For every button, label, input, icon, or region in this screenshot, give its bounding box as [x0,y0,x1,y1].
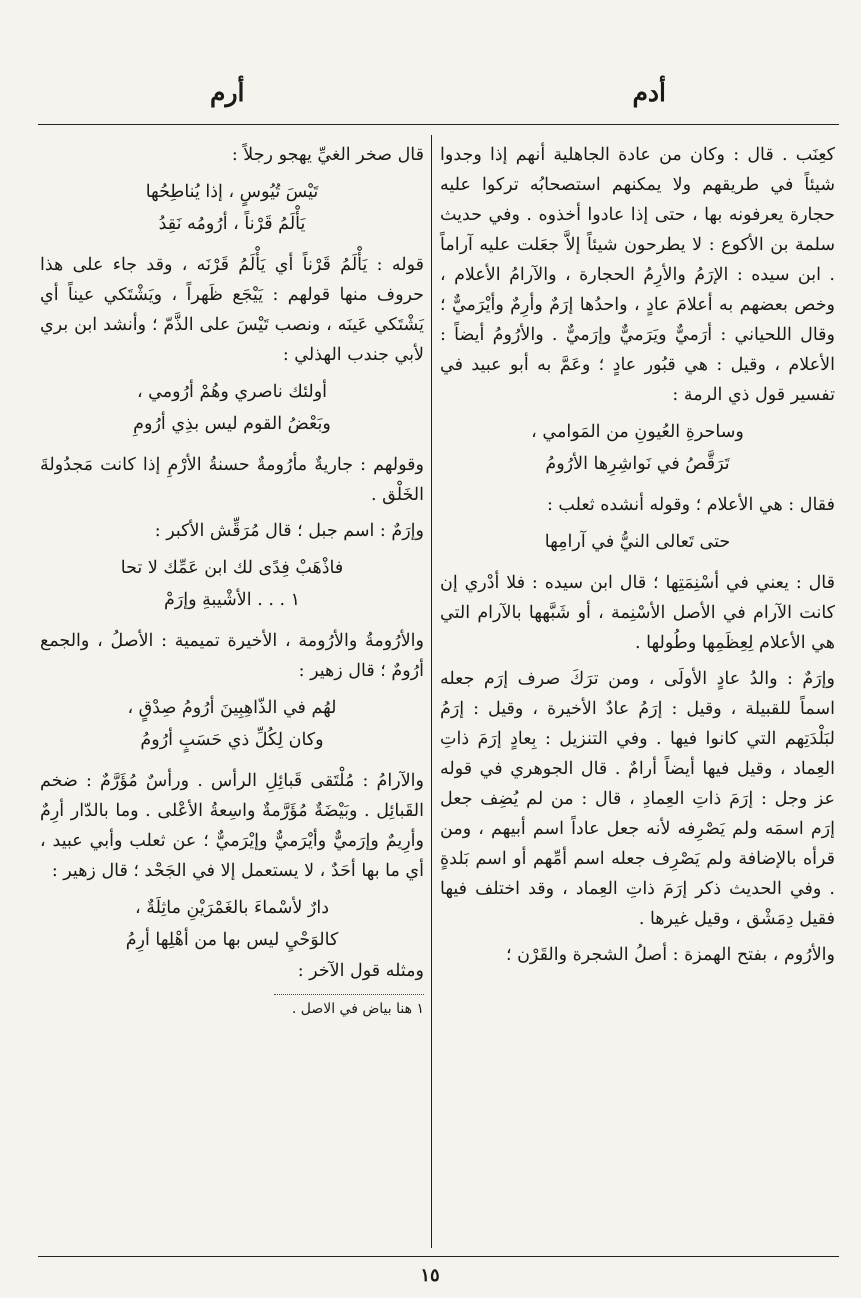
verse-line: ١ . . . الأشْيبةِ وإرَمْ [164,590,300,610]
paragraph: قال صخر الغيِّ يهجو رجلاً : [231,145,424,165]
verse-line: يَأْلَمُ قَرْناً ، أرُومُه نَقِدُ [158,214,306,234]
verse-line: تَيْسَ تُيُوسٍ ، إذا يُناطِحُها [145,182,319,202]
paragraph: قوله : يَأْلَمُ قَرْناً أي يَأْلَمُ قَرْنَه ، وقد جاء على هذا حروف منها قولهم : يَيْجَع ظَهراً ، ويَشْتَكي عيناً أي يَشْتَكي عَينَه ، ونصب تَيْسَ على الذَّمّ ؛ وأنشد ابن بري لأبي جندب الهذلي : [40,255,424,365]
verse-line: فاذْهَبْ فِدًى لك ابن عَمِّك لا تحا [120,558,344,578]
paragraph: كعِنَب . قال : وكان من عادة الجاهلية أنهم إذا وجدوا شيئاً في طريقهم ولا يمكنهم استصحابُه تركوا عليه حجارة يعرفونه بها ، حتى إذا عادوا أخذوه . وفي حديث سلمة بن الأكوع : لا يطرحون شيئاً إلاَّ جعَلت عليه آراماً . ابن سيده : الإرَمُ والأرِمُ الحجارة ، والآرامُ الأعلام ، وخص بعضهم به أعلامَ عادٍ ، واحدُها إرَمٌ وأرِمٌ وأيْرَميٌّ ؛ وقال اللحياني : أرَميٌّ ويَرَميٌّ وإرَميٌّ . والأرُومُ أيضاً : الأعلام ، وقيل : هي قبُور عادٍ ؛ وعَمَّ به أبو عبيد في تفسير قول ذي الرمة : [440,145,835,405]
footnote: ١ هنا بياض في الاصل . [291,1001,424,1017]
verse-line: وبَعْضُ القوم ليس بذِي أرُومِ [133,414,331,434]
verse-line: دارٌ لأسْماءَ بالغَمْرَيْنِ ماثِلَةٌ ، [134,898,330,918]
paragraph: ومثله قول الآخر : [297,961,424,981]
paragraph: فقال : هي الأعلام ؛ وقوله أنشده ثعلب : [546,495,835,515]
verse-line: وكان لِكُلِّ ذي حَسَبٍ أرُومُ [140,730,324,750]
verse-line: تَرَقَّصُ في نَواشِرِها الأرُومُ [545,454,730,474]
paragraph: والأرُوم ، بفتح الهمزة : أصلُ الشجرة والقَرْن ؛ [505,945,835,965]
column-divider [431,135,432,1248]
verse-line: وساحرةِ العُيونِ من المَوامي ، [531,422,744,442]
right-column [440,140,835,976]
paragraph: وإرَمٌ : اسم جبل ؛ قال مُرَقِّش الأكبر : [154,521,424,541]
verse-line: كالوَحْيِ ليس بها من أهْلِها أرِمُ [125,930,339,950]
header-rule [38,124,839,125]
left-column [40,140,424,1019]
paragraph: والآرامُ : مُلْتَقى قَبائِلِ الرأس . ورأسٌ مُؤَرَّمٌ : ضخم القَبائِل . وبَيْضَةٌ مُؤَرَّمةٌ واسِعةُ الأعْلى . وما بالدّار أرِمٌ وأرِيمٌ وإرَميٌّ وأيْرَميٌّ وإيْرَميٌّ ؛ عن ثعلب وأبي عبيد ، أي ما بها أحَدٌ ، لا يستعمل إلا في الجَحْد ؛ قال زهير : [40,771,424,881]
header-right-word: أدم [632,78,666,107]
paragraph: والأرُومةُ والأرُومة ، الأخيرة تميمية : الأصلُ ، والجمع أرُومٌ ؛ قال زهير : [40,631,424,681]
paragraph: وقولهم : جاريةٌ مأرُومةٌ حسنةُ الأرْمِ إذا كانت مَجدُولةَ الخَلْق . [40,455,424,505]
paragraph: وإرَمٌ : والدُ عادٍ الأولَى ، ومن ترَكَ صرف إرَم جعله اسماً للقبيلة ، وقيل : إرَمُ عادٌ الأخيرة ، وقيل : إرَمُ لبَلْدَتِهم التي كانوا فيها . وفي التنزيل : بِعادٍ إرَمَ ذاتِ العِماد ، وقيل فيها أيضاً أرامٌ . قال الجوهري في قوله عز وجل : إرَمَ ذاتِ العِمادِ ، قال : من لم يُضِف جعل إرَم اسمَه ولم يَصْرِفه لأنه جعل عاداً اسم أبيهم ، ومن قرأه بالإضافة ولم يَصْرِف جعله اسم أمِّهم أو اسم بَلدةٍ . وفي الحديث ذكر إرَمَ ذاتِ العِماد ، وقد اختلف فيها فقيل دِمَشْق ، وقيل غيرها . [440,669,835,929]
header-left-word: أرم [210,78,245,107]
verse-line: حتى تَعالى النيُّ في آرامِها [544,532,731,552]
page-number: ١٥ [420,1265,440,1286]
footer-rule [38,1256,839,1257]
footnote-rule [274,994,424,995]
paragraph: قال : يعني في أسْنِمَتِها ؛ قال ابن سيده : فلا أدْري إن كانت الآرام في الأصل الأسْنِمة ، أو شَبَّهها بالآرام التي هي الأعلام لِعِظَمِها وطُولها . [440,573,835,653]
verse-line: أولئك ناصري وهُمْ أرُومي ، [136,382,328,402]
verse-line: لهُم في الذّاهِبِينَ أرُومُ صِدْقٍ ، [127,698,337,718]
